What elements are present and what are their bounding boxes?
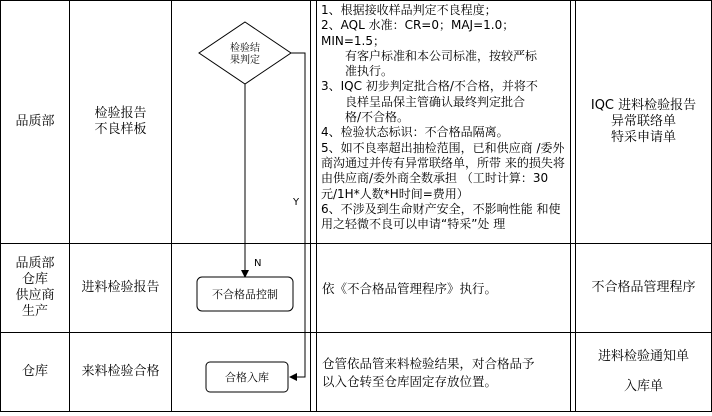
step-1: 1、根据接收样品判定不良程度；	[321, 3, 497, 17]
doc-label: 进料检验报告	[81, 280, 160, 295]
step-5: 5、如不良率超出抽检范围，已和供应商 /委外商沟通过并传有异常联络单，所带 来的损失将由供应商/委外商全数承担 （工时计算：30 元/1H*人数*H时间=费用）	[321, 140, 565, 201]
diamond-label-line1: 检验结	[230, 43, 260, 54]
record-label: IQC 进料检验报告	[590, 98, 697, 113]
no-label: N	[254, 258, 262, 269]
warehouse-note: 仓管依品管来料检验结果，对合格品予 以入仓转至仓库固定存放位置。	[322, 356, 535, 389]
dept-label: 仓库	[21, 272, 48, 287]
dept-label: 品质部	[15, 256, 55, 271]
record-label: 入库单	[623, 379, 663, 394]
nonconforming-control-label: 不合格品控制	[212, 288, 278, 301]
record-label: 特采申请单	[610, 130, 676, 145]
nonconforming-note: 依《不合格品管理程序》执行。	[322, 281, 498, 296]
diamond-label-line2: 果判定	[230, 55, 260, 66]
record-label: 异常联络单	[610, 114, 676, 129]
dept-label: 供应商	[15, 288, 55, 303]
doc-label: 检验报告	[94, 106, 147, 121]
dept-label: 仓库	[21, 364, 48, 379]
record-label: 进料检验通知单	[597, 349, 689, 364]
step-2: 2、AQL 水准：CR=0；MAJ=1.0；MIN=1.5； 有客户标准和本公司标准，按较严标 准执行。	[321, 18, 538, 79]
step-4: 4、检验状态标识：不合格品隔离。	[321, 125, 509, 140]
dept-label: 品质部	[15, 114, 55, 129]
pass-warehouse-label: 合格入库	[225, 371, 269, 384]
step-6: 6、不涉及到生命财产安全，不影响性能 和使用之轻微不良可以申请“特采”处 理	[321, 201, 561, 232]
doc-label: 不良样板	[94, 122, 147, 137]
yes-label: Y	[293, 197, 300, 208]
doc-label: 来料检验合格	[81, 364, 160, 379]
step-3: 3、IQC 初步判定批合格/不合格，并将不 良样呈品保主管确认最终判定批合 格/不合格。	[321, 79, 538, 125]
record-label: 不合格品管理程序	[591, 280, 696, 295]
yes-connector	[291, 53, 305, 377]
dept-label: 生产	[21, 304, 48, 319]
